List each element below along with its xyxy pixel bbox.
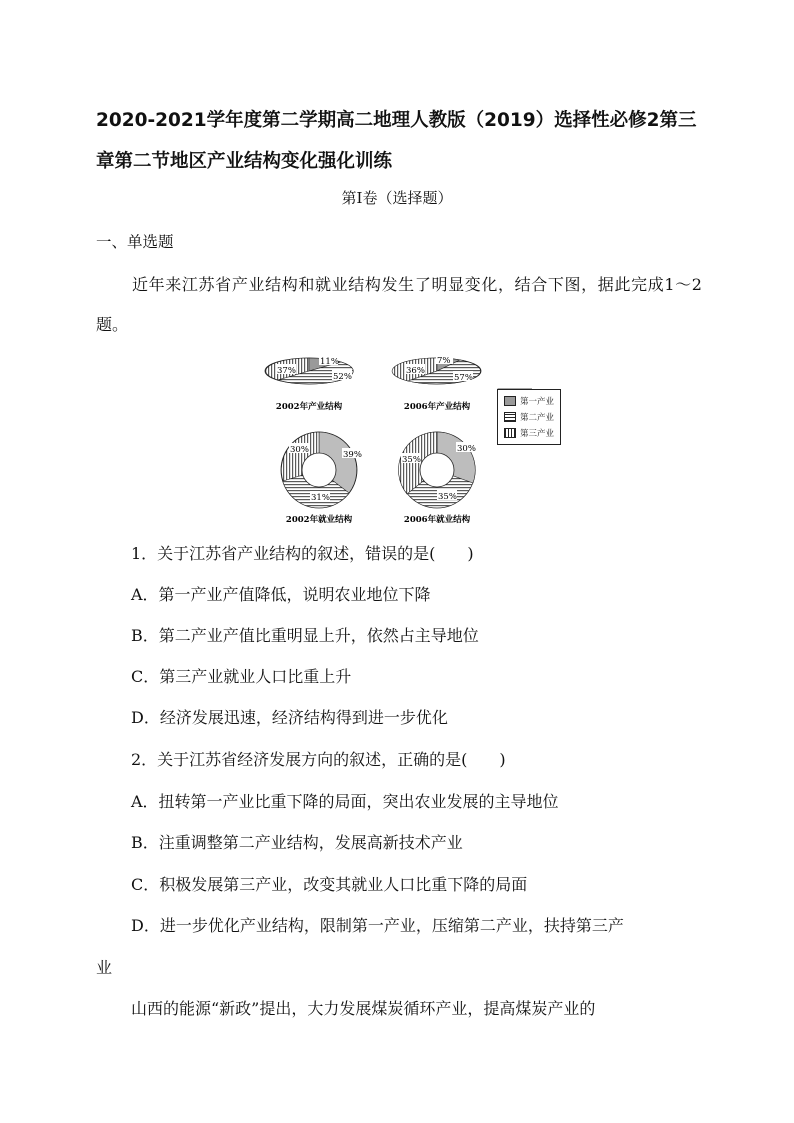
legend-item-primary	[504, 395, 554, 407]
legend-label-secondary: 第二产业	[520, 413, 555, 423]
question-1-option-d: D．经济发展迅速，经济结构得到进一步优化	[131, 708, 448, 727]
label-2006-industry-36: 36%	[406, 366, 425, 376]
label-2002-industry-52: 52%	[333, 372, 352, 382]
question-2-option-c: C．积极发展第三产业，改变其就业人口比重下降的局面	[131, 875, 528, 894]
legend-swatch-tertiary	[504, 428, 516, 438]
legend-label-primary: 第一产业	[520, 397, 555, 407]
question-2-option-d-continued: 业	[96, 958, 113, 977]
question-intro: 近年来江苏省产业结构和就业结构发生了明显变化，结合下图，据此完成1～2题。	[96, 275, 702, 334]
caption-2006-employment: 2006年就业结构	[403, 515, 471, 525]
legend-swatch-primary	[504, 396, 516, 406]
label-2002-industry-11: 11%	[320, 357, 339, 367]
question-1-stem: 1．关于江苏省产业结构的叙述，错误的是( )	[131, 544, 474, 563]
donut-2006-employment	[398, 432, 476, 525]
label-2002-employment-30: 30%	[290, 445, 309, 455]
label-2006-employment-35-tertiary: 35%	[402, 455, 421, 465]
legend-box	[497, 389, 561, 445]
legend-item-secondary	[504, 411, 554, 423]
industry-structure-figure	[262, 352, 532, 530]
legend-item-tertiary	[504, 427, 554, 439]
question-1-option-c: C．第三产业就业人口比重上升	[131, 667, 352, 686]
question-1-option-b: B．第二产业产值比重明显上升，依然占主导地位	[131, 626, 479, 645]
label-2006-industry-7: 7%	[437, 356, 451, 366]
legend-label-tertiary: 第三产业	[520, 429, 555, 439]
pie-2006-industry	[392, 355, 481, 412]
label-2006-employment-30: 30%	[457, 444, 476, 454]
legend-swatch-secondary	[504, 412, 516, 422]
next-passage: 山西的能源“新政”提出，大力发展煤炭循环产业，提高煤炭产业的	[131, 999, 596, 1018]
question-2-option-a: A．扭转第一产业比重下降的局面，突出农业发展的主导地位	[131, 792, 559, 811]
caption-2002-industry: 2002年产业结构	[275, 402, 343, 412]
pie-2002-industry	[265, 356, 353, 412]
pie-charts-svg	[262, 352, 532, 530]
document-title: 2020-2021学年度第二学期高二地理人教版（2019）选择性必修2第三章第二节地区产业结构变化强化训练	[96, 110, 697, 172]
section-heading: 一、单选题	[96, 233, 174, 251]
caption-2002-employment: 2002年就业结构	[285, 515, 353, 525]
donut-2002-employment	[281, 432, 362, 525]
caption-2006-industry: 2006年产业结构	[403, 402, 471, 412]
question-2-option-b: B．注重调整第二产业结构，发展高新技术产业	[131, 833, 463, 852]
question-2-stem: 2．关于江苏省经济发展方向的叙述，正确的是( )	[131, 750, 506, 769]
label-2002-employment-39: 39%	[343, 450, 362, 460]
label-2002-employment-31: 31%	[311, 493, 330, 503]
part-title: 第Ⅰ卷（选择题）	[341, 189, 453, 207]
question-2-option-d: D．进一步优化产业结构，限制第一产业，压缩第二产业，扶持第三产	[131, 916, 624, 935]
label-2006-industry-57: 57%	[454, 373, 473, 383]
label-2002-industry-37: 37%	[277, 366, 296, 376]
label-2006-employment-35-secondary: 35%	[438, 492, 457, 502]
question-1-option-a: A．第一产业产值降低，说明农业地位下降	[131, 585, 431, 604]
